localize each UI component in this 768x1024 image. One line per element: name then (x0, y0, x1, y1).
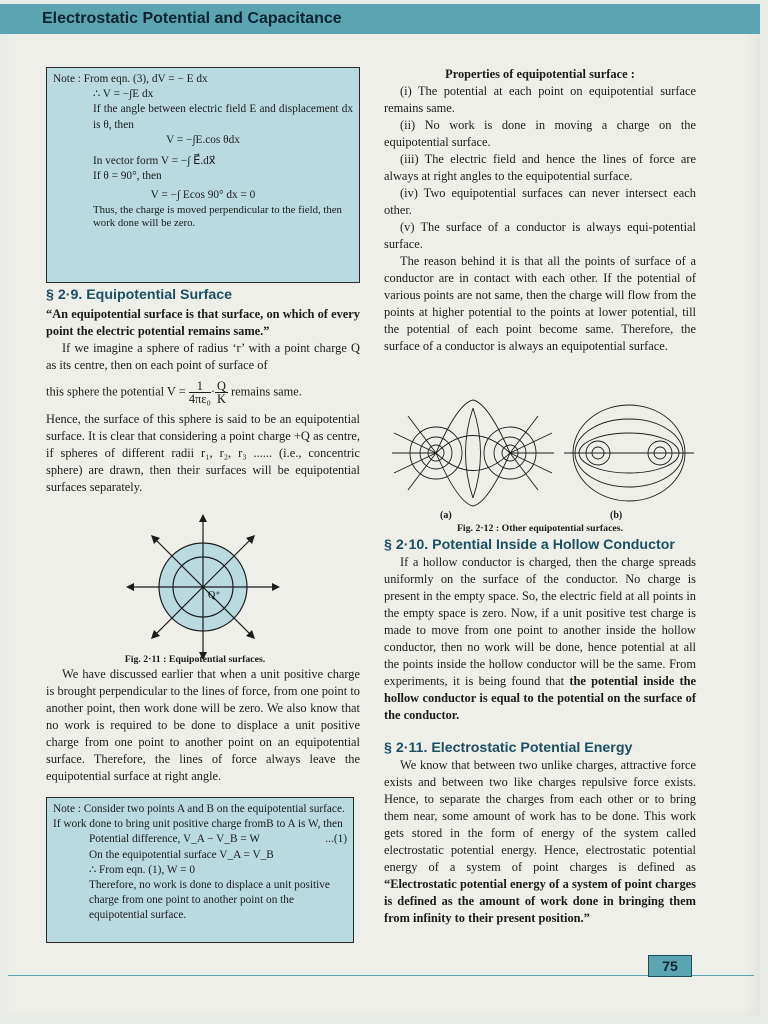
equipotential-definition: “An equipotential surface is that surface, on which of every point the electric potential remains same.” (46, 307, 360, 338)
note2-line1: Note : Consider two points A and B on the equipotential surface. If work done to bring unit positive charge fromB to A is W, then (53, 803, 345, 831)
section-2-9 (46, 287, 360, 496)
eq-fraction-1 (189, 380, 211, 405)
properties-section (384, 66, 696, 355)
section-2-11 (384, 740, 696, 927)
note2-potential-diff: Potential difference, V_A − V_B = W (89, 833, 260, 846)
fig-2-12-label-b: (b) (610, 510, 623, 521)
sec211-para (384, 757, 696, 927)
fig-2-11-caption: Fig. 2·11 : Equipotential surfaces. (124, 654, 266, 665)
sec211-text: We know that between two unlike charges, attractive force exists and between two like charges repulsive force exists. Hence, to separate the charges from each other or to bring them near, some amount of work has to be done. This work gets stored in the form of energy of the system called electrostatic potential energy. Hence, electrostatic potential energy of a system of point charges is defined as (384, 758, 696, 874)
fig-2-12-diagram (388, 398, 698, 508)
section-2-10 (384, 537, 696, 724)
note1-line7: V = −∫ Ecos 90° dx = 0 (150, 189, 256, 202)
sec210-para (384, 554, 696, 724)
property-2: (ii) No work is done in moving a charge on the equipotential surface. (384, 118, 696, 149)
note1-line6: If θ = 90°, then (93, 170, 162, 183)
eq-prefix: this sphere the potential V = (46, 384, 186, 399)
note2-eq-ref: ...(1) (325, 833, 347, 846)
eq-den2: K (216, 392, 226, 406)
property-5: (v) The surface of a conductor is always equi-potential surface. (384, 220, 696, 251)
eq-num1: 1 (189, 380, 211, 393)
sec29-para2: Hence, the surface of this sphere is said to be an equipotential surface. It is clear that considering a point charge +Q as centre, if spheres of different radii r₁, r₂, r₃ ...... (i.e., concentric sphere) are drawn, then their surfaces will be equipotential surfaces separately. (46, 412, 360, 494)
note1-line4: V = −∫E.cos θdx (166, 133, 240, 146)
fig-2-11-charge-label: Q⁺ (208, 590, 221, 601)
sec29-para1: If we imagine a sphere of radius ‘r’ with a point charge Q as its centre, then on each point of surface of (46, 341, 360, 372)
note2-line2 (53, 832, 347, 847)
sec210-bold: the potential inside the hollow conductor is equal to the potential on the surface of the conductor. (384, 674, 696, 722)
header-bar (0, 4, 760, 34)
eq-den1: 4πε₀ (188, 392, 211, 406)
eq-fraction-2 (215, 380, 228, 405)
note2-line5: Therefore, no work is done to displace a unit positive charge from one point to another point on the equipotential surface. (89, 879, 330, 922)
eq-num2: Q (216, 379, 226, 393)
property-3: (iii) The electric field and hence the lines of force are always at right angles to the equipotential surface. (384, 152, 696, 183)
eq-suffix: remains same. (231, 384, 302, 399)
note1-line1: Note : From eqn. (3), dV = − E dx (53, 73, 208, 85)
properties-reason: The reason behind it is that all the points of surface of a conductor are in contact with each other. If the potential of various points are not same, then the charge will flow from the points at higher potential to the points at lower potential, till the potential of each point become same. Therefore, the surface of a conductor is always an equipotential surface. (384, 254, 696, 353)
note1-line2: ∴ V = −∫E dx (93, 88, 154, 101)
note1-line5: In vector form V = −∫ E⃗.dx⃗ (93, 155, 216, 168)
fig-2-12-caption: Fig. 2·12 : Other equipotential surfaces. (456, 523, 624, 534)
potential-equation: this sphere the potential V = $\frac{1}{\text{4πε₀}}$ · $\frac{Q}{K}$ remains same. (46, 379, 302, 406)
chapter-title: Electrostatic Potential and Capacitance (42, 10, 342, 27)
note2-line3: On the equipotential surface V_A = V_B (89, 848, 274, 861)
left-paragraph-2 (46, 666, 360, 785)
section-2-11-title: § 2·11. Electrostatic Potential Energy (384, 740, 633, 756)
sec211-bold: “Electrostatic potential energy of a system of point charges is defined as the amount of work done in bringing them from infinity to their present position.” (384, 877, 696, 925)
footer-rule (8, 975, 754, 976)
property-4: (iv) Two equipotential surfaces can never intersect each other. (384, 186, 696, 217)
section-2-10-title: § 2·10. Potential Inside a Hollow Conductor (384, 537, 675, 553)
lines-of-force-paragraph: We have discussed earlier that when a unit positive charge is brought perpendicular to the lines of force, from one point to another point, then work done will be zero. We also know that no work is required to be done to displace a unit positive charge from one point to another point on an equipotential surface. Therefore, the lines of force always leave the equipotential surface at right angle. (46, 667, 360, 783)
note-box-2 (46, 797, 354, 943)
fig-2-12-label-a: (a) (440, 510, 452, 521)
section-2-9-title: § 2·9. Equipotential Surface (46, 287, 233, 303)
note1-line8: Thus, the charge is moved perpendicular to the field, then work done will be zero. (93, 203, 342, 229)
note1-line3: If the angle between electric field E and displacement dx is θ, then (93, 103, 353, 131)
sec210-text: If a hollow conductor is charged, then the charge spreads uniformly on the surface of the conductor. No charge is present in the empty space. So, the electric field at all points in the empty space is zero. Now, if a unit positive test charge is made to move from one point to another inside the hollow conductor, then no work will be done, hence potential at all the points inside the hollow conductor will be the same. From experiments, it is being found that (384, 555, 696, 688)
property-1: (i) The potential at each point on equipotential surface remains same. (384, 84, 696, 115)
properties-title: Properties of equipotential surface : (445, 67, 635, 81)
fig-2-11-diagram (118, 512, 288, 662)
note-box-1 (46, 67, 360, 283)
page-number: 75 (648, 955, 692, 977)
note2-line4: ∴ From eqn. (1), W = 0 (89, 863, 196, 876)
